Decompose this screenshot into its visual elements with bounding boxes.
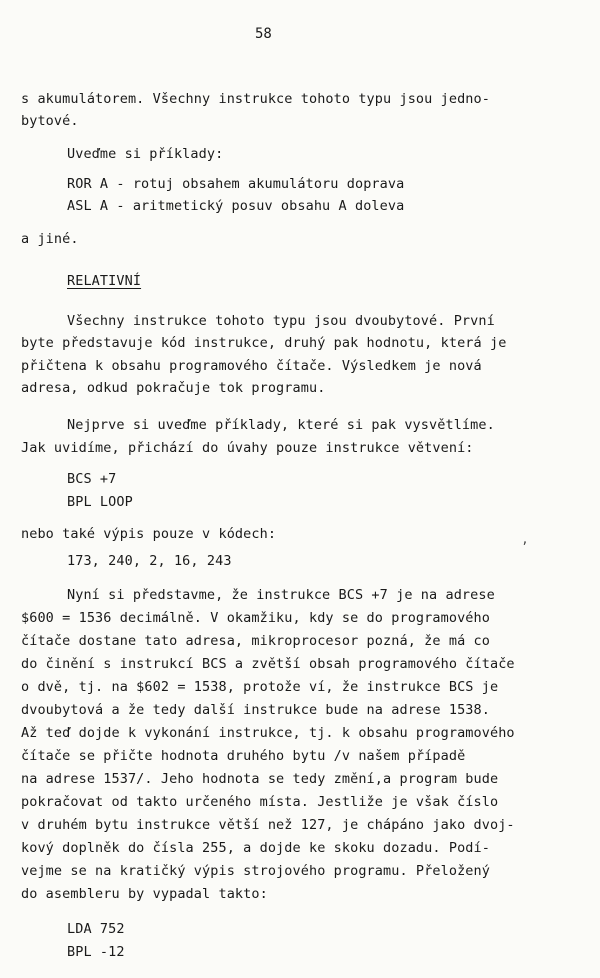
text-line: pokračovat od takto určeného místa. Jestliže je však číslo — [21, 794, 499, 810]
text-line: Až teď dojde k vykonání instrukce, tj. k obsahu programového — [21, 725, 515, 741]
text-line: Jak uvidíme, přichází do úvahy pouze instrukce větvení: — [21, 440, 474, 456]
text-line: čítače se přičte hodnota druhého bytu /v našem případě — [21, 748, 466, 764]
text-line: s akumulátorem. Všechny instrukce tohoto typu jsou jedno- — [21, 91, 490, 107]
text-line: nebo také výpis pouze v kódech: — [21, 526, 277, 542]
pen-mark: ʼ — [521, 540, 529, 554]
text-line: byte představuje kód instrukce, druhý pak hodnotu, která je — [21, 335, 507, 351]
code-line: LDA 752 — [67, 921, 125, 937]
code-line: ROR A - rotuj obsahem akumulátoru doprava — [67, 176, 405, 192]
code-line: ASL A - aritmetický posuv obsahu A doleva — [67, 198, 405, 214]
text-line: do činění s instrukcí BCS a zvětší obsah programového čítače — [21, 656, 515, 672]
text-line: čítače dostane tato adresa, mikroprocesor pozná, že má co — [21, 633, 490, 649]
text-line: $600 = 1536 decimálně. V okamžiku, kdy se do programového — [21, 610, 490, 626]
code-line: BCS +7 — [67, 471, 117, 487]
text-line: Nyní si představme, že instrukce BCS +7 je na adrese — [67, 587, 495, 603]
code-line: 173, 240, 2, 16, 243 — [67, 553, 232, 569]
code-line: BPL LOOP — [67, 494, 133, 510]
code-line: BPL -12 — [67, 944, 125, 960]
text-line: Všechny instrukce tohoto typu jsou dvoubytové. První — [67, 313, 495, 329]
text-line: bytové. — [21, 113, 79, 129]
section-heading: RELATIVNÍ — [67, 273, 142, 289]
text-line: přičtena k obsahu programového čítače. Výsledkem je nová — [21, 358, 482, 374]
text-line: adresa, odkud pokračuje tok programu. — [21, 380, 326, 396]
text-line: a jiné. — [21, 231, 79, 247]
text-line: kový doplněk do čísla 255, a dojde ke skoku dozadu. Podí- — [21, 840, 490, 856]
text-line: Uveďme si příklady: — [67, 146, 224, 162]
text-line: dvoubytová a že tedy další instrukce bude na adrese 1538. — [21, 702, 490, 718]
text-line: do asembleru by vypadal takto: — [21, 886, 268, 902]
text-line: o dvě, tj. na $602 = 1538, protože ví, že instrukce BCS je — [21, 679, 499, 695]
text-line: na adrese 1537/. Jeho hodnota se tedy změní,a program bude — [21, 771, 499, 787]
text-line: v druhém bytu instrukce větší než 127, je chápáno jako dvoj- — [21, 817, 515, 833]
page-number: 58 — [255, 26, 272, 42]
text-line: vejme se na kratičký výpis strojového programu. Přeložený — [21, 863, 490, 879]
text-line: Nejprve si uveďme příklady, které si pak vysvětlíme. — [67, 417, 495, 433]
